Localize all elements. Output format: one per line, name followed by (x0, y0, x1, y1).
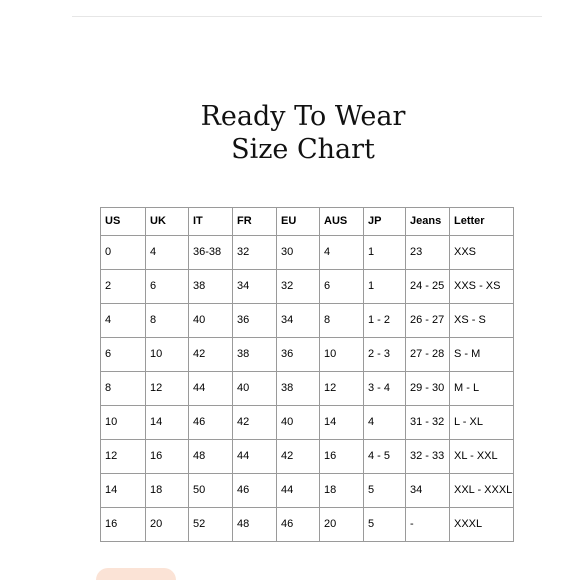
table-cell: 16 (320, 440, 364, 474)
table-row (101, 270, 514, 304)
header-eu: EU (277, 208, 320, 236)
table-cell: 6 (101, 338, 146, 372)
table-cell: 40 (189, 304, 233, 338)
table-cell: 36 (277, 338, 320, 372)
table-cell: 38 (189, 270, 233, 304)
size-chart-table (100, 207, 514, 542)
table-cell: 36-38 (189, 236, 233, 270)
table-cell: 8 (320, 304, 364, 338)
table-cell: 16 (146, 440, 189, 474)
top-divider (72, 16, 542, 17)
table-cell: - (406, 508, 450, 542)
table-cell: 4 (320, 236, 364, 270)
table-body (101, 236, 514, 542)
table-cell: 44 (233, 440, 277, 474)
table-cell: XXXL (450, 508, 514, 542)
table-cell: 12 (101, 440, 146, 474)
table-cell: 34 (277, 304, 320, 338)
table-cell: 18 (320, 474, 364, 508)
table-cell: 18 (146, 474, 189, 508)
table-cell: XL - XXL (450, 440, 514, 474)
table-row (101, 304, 514, 338)
table-cell: 31 - 32 (406, 406, 450, 440)
decorative-blob (96, 568, 176, 580)
table-cell: 1 (364, 236, 406, 270)
table-cell: L - XL (450, 406, 514, 440)
table-cell: 42 (233, 406, 277, 440)
table-cell: 20 (320, 508, 364, 542)
table-cell: 10 (146, 338, 189, 372)
table-row (101, 440, 514, 474)
table-cell: 23 (406, 236, 450, 270)
table-cell: 44 (189, 372, 233, 406)
table-cell: 26 - 27 (406, 304, 450, 338)
table-cell: XXS (450, 236, 514, 270)
header-jp: JP (364, 208, 406, 236)
table-cell: 38 (233, 338, 277, 372)
table-cell: 6 (146, 270, 189, 304)
table-cell: 1 - 2 (364, 304, 406, 338)
table-row (101, 508, 514, 542)
table-cell: 40 (233, 372, 277, 406)
table-cell: 4 - 5 (364, 440, 406, 474)
header-jeans: Jeans (406, 208, 450, 236)
table-cell: 30 (277, 236, 320, 270)
table-cell: 48 (189, 440, 233, 474)
title-line-1: Ready To Wear (200, 101, 406, 132)
table-cell: 14 (320, 406, 364, 440)
table-cell: 40 (277, 406, 320, 440)
table-cell: 42 (277, 440, 320, 474)
table-cell: 4 (101, 304, 146, 338)
table-cell: 27 - 28 (406, 338, 450, 372)
table-cell: 12 (146, 372, 189, 406)
table-row (101, 372, 514, 406)
table-cell: 36 (233, 304, 277, 338)
table-cell: 44 (277, 474, 320, 508)
table-cell: 3 - 4 (364, 372, 406, 406)
table-row (101, 406, 514, 440)
table-cell: 8 (146, 304, 189, 338)
table-cell: 52 (189, 508, 233, 542)
table-cell: 46 (277, 508, 320, 542)
header-letter: Letter (450, 208, 514, 236)
table-cell: 46 (233, 474, 277, 508)
table-cell: XXL - XXXL (450, 474, 514, 508)
table-cell: 8 (101, 372, 146, 406)
title-line-2: Size Chart (231, 134, 375, 165)
table-cell: 14 (146, 406, 189, 440)
table-cell: 50 (189, 474, 233, 508)
table-row (101, 474, 514, 508)
table-cell: 24 - 25 (406, 270, 450, 304)
table-cell: 34 (406, 474, 450, 508)
table-cell: 2 (101, 270, 146, 304)
table-cell: 29 - 30 (406, 372, 450, 406)
table-cell: 34 (233, 270, 277, 304)
header-aus: AUS (320, 208, 364, 236)
table-cell: 42 (189, 338, 233, 372)
table-cell: 46 (189, 406, 233, 440)
table-cell: 16 (101, 508, 146, 542)
table-cell: 32 - 33 (406, 440, 450, 474)
table-cell: 12 (320, 372, 364, 406)
header-fr: FR (233, 208, 277, 236)
table-cell: 4 (364, 406, 406, 440)
table-cell: 10 (101, 406, 146, 440)
table-cell: 38 (277, 372, 320, 406)
table-cell: 48 (233, 508, 277, 542)
table-cell: XS - S (450, 304, 514, 338)
header-us: US (101, 208, 146, 236)
table-cell: 20 (146, 508, 189, 542)
table-cell: 1 (364, 270, 406, 304)
header-it: IT (189, 208, 233, 236)
header-uk: UK (146, 208, 189, 236)
table-cell: 0 (101, 236, 146, 270)
table-cell: 6 (320, 270, 364, 304)
table-row (101, 236, 514, 270)
table-cell: 32 (233, 236, 277, 270)
table-cell: 32 (277, 270, 320, 304)
table-header-row (101, 208, 514, 236)
page-title (0, 100, 580, 166)
table-cell: 10 (320, 338, 364, 372)
table-cell: 5 (364, 474, 406, 508)
table-cell: XXS - XS (450, 270, 514, 304)
table-cell: 4 (146, 236, 189, 270)
table-cell: 14 (101, 474, 146, 508)
table-cell: 2 - 3 (364, 338, 406, 372)
table-cell: S - M (450, 338, 514, 372)
table-cell: 5 (364, 508, 406, 542)
table-row (101, 338, 514, 372)
table-cell: M - L (450, 372, 514, 406)
